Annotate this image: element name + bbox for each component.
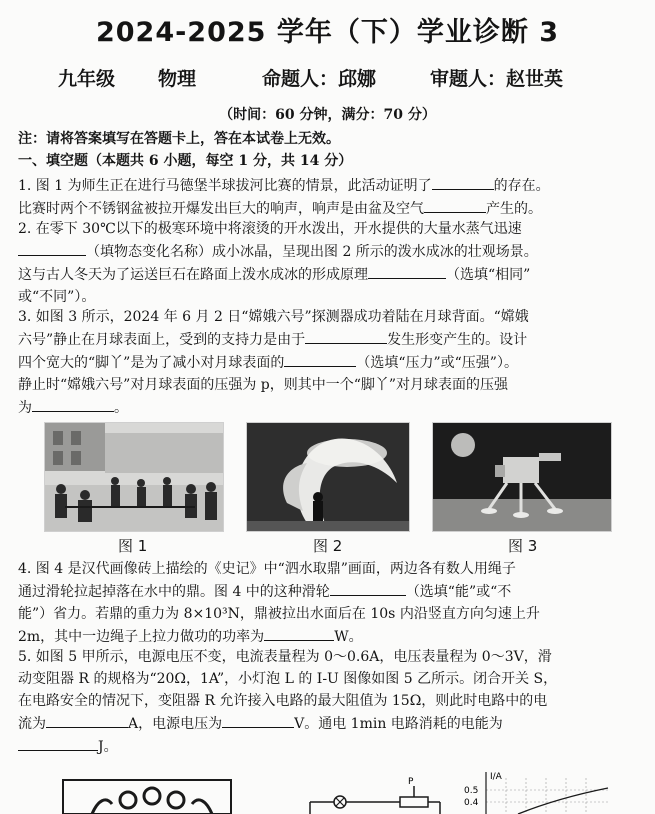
q2-blank-2 (368, 263, 446, 279)
notice: 注：请将答案填写在答题卡上，答在本试卷上无效。 (18, 131, 340, 147)
q3-text-a: 3. 如图 3 所示，2024 年 6 月 2 日“嫦娥六号”探测器成功着陆在月球背面。“嫦娥 (18, 309, 529, 325)
q4-text-b: 通过滑轮拉起掉落在水中的鼎。图 4 中的这种滑轮 (18, 584, 330, 600)
circuit-diagram-icon (300, 770, 450, 814)
subject-label: 物理 (158, 68, 197, 90)
q4-text-d: 能”）省力。若鼎的重力为 8×10³N，鼎被拉出水面后在 10s 内沿竖直方向匀速上升 (18, 606, 540, 622)
q4-text-f: W。 (334, 629, 363, 645)
q4-text-a: 4. 图 4 是汉代画像砖上描绘的《史记》中“泗水取鼎”画面，两边各有数人用绳子 (18, 561, 516, 577)
q5-text-e: A，电源电压为 (128, 716, 223, 732)
q2-text-c: 这与古人冬天为了运送巨石在路面上泼水成冰的形成原理 (18, 267, 368, 283)
q3-blank-2 (284, 351, 356, 367)
question-4 (18, 558, 638, 648)
q5-text-d: 流为 (18, 716, 46, 732)
q4-blank-2 (264, 625, 334, 641)
q2-text-d: （选填“相同” (446, 267, 531, 283)
q3-text-f: 静止时“嫦娥六号”对月球表面的压强为 p，则其中一个“脚丫”对月球表面的压强 (18, 377, 509, 393)
author-label: 命题人：邱娜 (262, 68, 377, 90)
q5-text-a: 5. 如图 5 甲所示，电源电压不变，电流表量程为 0～0.6A，电压表量程为 0～3V，滑 (18, 649, 552, 665)
q3-text-c: 发生形变产生的。设计 (387, 332, 528, 348)
question-3 (18, 306, 638, 419)
figure-5-circuit-partial (300, 770, 450, 814)
figure-1-caption: 图 1 (118, 537, 148, 555)
q4-text-e: 2m，其中一边绳子上拉力做功的功率为 (18, 629, 265, 645)
tug-of-war-photo-icon (45, 423, 223, 531)
q5-blank-1 (46, 712, 128, 728)
q3-blank-3 (32, 396, 114, 412)
figure-3-photo (432, 422, 612, 532)
q3-text-d: 四个宽大的“脚丫”是为了减小对月球表面的 (18, 355, 285, 371)
exam-title: 2024-2025 学年（下）学业诊断 3 (95, 17, 560, 48)
q5-blank-3 (18, 735, 98, 751)
q1-text-b: 的存在。 (493, 178, 550, 194)
q5-text-g: J。 (98, 739, 118, 755)
figure-1-photo (44, 422, 224, 532)
q2-blank-1 (18, 240, 86, 256)
time-info: （时间：60 分钟，满分：70 分） (219, 107, 436, 123)
question-5 (18, 646, 638, 758)
q1-text-c: 比赛时两个不锈钢盆被拉开爆发出巨大的响声，响声是由盆及空气 (18, 201, 424, 217)
graph-tick-04: 0.4 (464, 798, 479, 808)
q2-text-b: （填物态变化名称）成小冰晶，呈现出图 2 所示的泼水成冰的壮观场景。 (86, 244, 538, 260)
question-1 (18, 174, 638, 220)
figure-2-caption: 图 2 (313, 537, 343, 555)
q1-blank-2 (424, 197, 486, 213)
q1-text-d: 产生的。 (486, 201, 542, 217)
water-to-ice-photo-icon (247, 423, 409, 531)
q2-text-e: 或“不同”）。 (18, 289, 96, 305)
q3-text-g: 为 (18, 400, 32, 416)
figure-4-partial (62, 770, 232, 814)
circuit-label-p: P (408, 777, 414, 787)
figure-2-photo (246, 422, 410, 532)
question-2 (18, 218, 638, 308)
figure-5-graph-partial (458, 770, 610, 814)
graph-ylabel: I/A (490, 772, 502, 782)
iu-graph-icon (458, 770, 610, 814)
grade-label: 九年级 (58, 68, 116, 90)
q3-blank-1 (305, 328, 387, 344)
q3-text-e: （选填“压力”或“压强”）。 (356, 355, 518, 371)
q1-text-a: 1. 图 1 为师生正在进行马德堡半球拔河比赛的情景，此活动证明了 (18, 178, 432, 194)
q5-text-b: 动变阻器 R 的规格为“20Ω，1A”，小灯泡 L 的 I-U 图像如图 5 乙所示。闭合开关 S， (18, 671, 558, 687)
q5-blank-2 (222, 712, 294, 728)
q1-blank-1 (432, 174, 494, 190)
q4-blank-1 (330, 580, 406, 596)
q2-text-a: 2. 在零下 30℃以下的极寒环境中将滚烫的开水泼出，开水提供的大量水蒸气迅速 (18, 221, 522, 237)
q3-text-b: 六号”静止在月球表面上，受到的支持力是由于 (18, 332, 306, 348)
q5-text-c: 在电路安全的情况下，变阻器 R 允许接入电路的最大阻值为 15Ω，则此时电路中的电 (18, 693, 548, 709)
q3-text-h: 。 (114, 400, 128, 416)
section-title: 一、填空题（本题共 6 小题，每空 1 分，共 14 分） (18, 153, 353, 169)
figure-3-caption: 图 3 (508, 537, 538, 555)
pulley-drawing-icon (62, 770, 232, 814)
q5-text-f: V。通电 1min 电路消耗的电能为 (294, 716, 503, 732)
reviewer-label: 审题人：赵世英 (430, 68, 564, 90)
lunar-lander-photo-icon (433, 423, 611, 531)
graph-tick-05: 0.5 (464, 786, 479, 796)
q4-text-c: （选填“能”或“不 (405, 584, 512, 600)
